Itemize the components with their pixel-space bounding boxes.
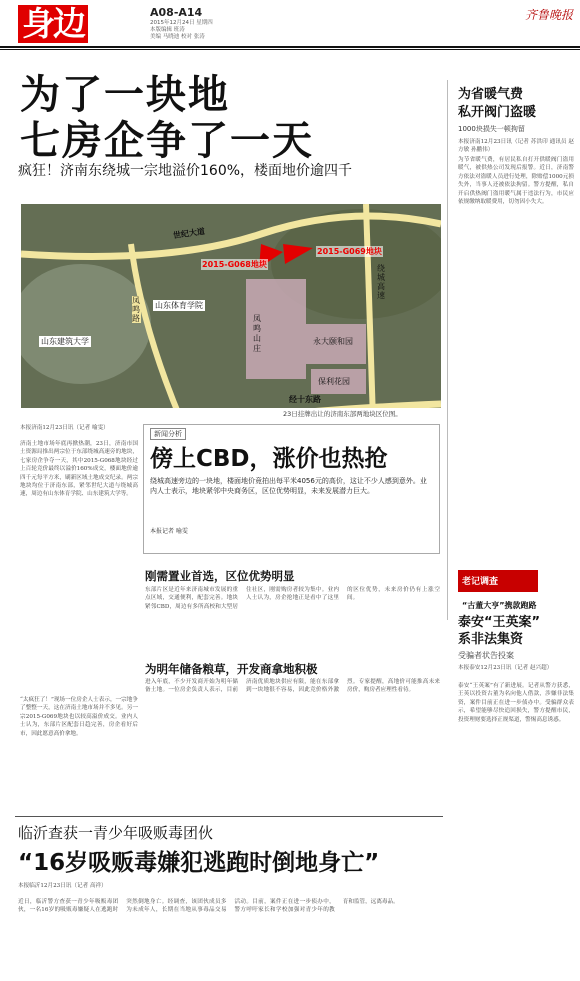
label-road-side: 绕城高速 [377, 264, 385, 300]
label-road-west: 凤鸣路 [132, 296, 140, 323]
heating-headline [458, 86, 573, 122]
masthead-rule [0, 46, 580, 48]
heating-headline-line2: 私开阀门盗暖 [458, 105, 537, 120]
analysis-tag: 新闻分析 [150, 428, 186, 440]
analysis-title: 傍上CBD，涨价也热抢 [150, 446, 388, 472]
issue-designer: 美编 马晓迪 校对 张涛 [150, 34, 205, 40]
bottom-headline: “16岁吸贩毒嫌犯逃跑时倒地身亡” [18, 850, 380, 876]
issue-date: 2015年12月24日 星期四 [150, 20, 213, 26]
label-community-3: 保利花园 [318, 377, 350, 386]
bottom-kicker: 临沂查获一青少年吸贩毒团伙 [18, 824, 214, 842]
bottom-byline: 本报临沂12月23日讯（记者 高祥） [18, 883, 107, 889]
taian-byline: 本报泰安12月23日讯（记者 赵兴超） [458, 665, 553, 671]
map-caption: 23日挂牌出让的济南东部两地块区位图。 [283, 410, 402, 418]
label-community-2: 永大颐和园 [313, 337, 353, 346]
label-road-north: 世纪大道 [172, 226, 206, 241]
lead-headline-line1: 为了一块地 [20, 72, 230, 118]
taian-headline-line1: 泰安“王英案” [458, 615, 541, 630]
lead-byline: 本报济南12月23日讯（记者 喻雯） [20, 425, 109, 431]
label-plot-a: 2015-G068地块 [202, 260, 267, 269]
heating-headline-line1: 为省暖气费 [458, 87, 524, 102]
lead-body-continued: “太疯狂了！”现场一位房企人士表示，一宗地争了整整一天，这在济南土地市场并不多见。另一宗2015-G069地块也以较高溢价成交。业内人士认为，东部片区配套日趋完善，房企看好后市，因此愿意高价拿地。 [20, 697, 138, 737]
column-logo-text: 老记调查 [462, 577, 499, 587]
label-stadium: 山东体育学院 [155, 301, 203, 310]
label-road-east: 经十东路 [289, 395, 321, 404]
lead-body: 济南土地市场年底再掀热潮，23日，济南市国土资源局推出两宗位于东部绕城高速旁的地块，七家房企争夺一天，其中2015-G068地块经过上百轮竞价最终以溢价160%成交，楼面地价逾四千元每平方米，刷新区域土地成交纪录。两宗地块均位于济南东部，紧邻世纪大道与绕城高速，周边有山东体育学院、山东建筑大学等。 [20, 441, 138, 498]
taian-tag: “古董大亨”携款跑路 [462, 601, 537, 610]
bottom-rule [15, 816, 443, 817]
taian-subhead: 受骗者状告投案 [458, 651, 514, 660]
lead-headline-line2: 七房企争了一天 [20, 118, 314, 164]
analysis-author: 本报记者 喻雯 [150, 528, 188, 535]
label-community-1: 凤鸣山庄 [253, 314, 261, 353]
section1-title: 刚需置业首选，区位优势明显 [145, 569, 295, 583]
issue-meta [150, 20, 260, 41]
taian-headline [458, 614, 573, 648]
heating-body: 为节省暖气费，有居民私自打开供暖阀门盗用暖气，被供热公司发现后报警。近日，济南警方依法对盗暖人员进行处理，除赔偿1000元损失外，当事人还被依法拘留。警方提醒，私自开启供热阀门盗用暖气属于违法行为，市民应依规缴纳取暖费用，切勿因小失大。 [458, 157, 574, 206]
heating-byline: 本报济南12月23日讯（记者 苏洪印 通讯员 赵方敏 孙鹏伟） [458, 139, 574, 154]
taian-body: 泰安“王英案”有了新进展。记者从警方获悉，王英以投资古董为名向他人借款，涉嫌非法集资，案件目前正在进一步侦办中。受骗群众表示，希望能够尽快追回损失，警方提醒市民，投资理财要选择正规渠道，警惕高息诱惑。 [458, 683, 574, 723]
section2-title: 为明年储备粮草，开发商拿地积极 [145, 662, 318, 676]
section2-body: 进入年底，不少开发商开始为明年储备土地。一位房企负责人表示，目前济南优质地块供应有限，能在东部拿到一块地很不容易，因此竞价格外激烈。专家提醒，高地价可能推高未来房价，购房者应理性看待。 [145, 679, 440, 694]
label-university: 山东建筑大学 [41, 337, 89, 346]
bottom-body: 近日，临沂警方查获一青少年吸贩毒团伙，一名16岁的吸贩毒嫌疑人在逃跑时突然倒地身亡。经调查，该团伙成员多为未成年人，长期在当地从事毒品交易活动。目前，案件正在进一步侦办中，警方呼吁家长和学校加强对青少年的教育和监管，远离毒品。 [18, 899, 399, 914]
lead-subheadline: 疯狂！济南东绕城一宗地溢价160%，楼面地价逾四千 [18, 163, 353, 179]
masthead-rule-thin [0, 49, 580, 50]
analysis-lead: 绕城高速旁边的一块地，楼面地价竟拍出每平米4056元的高价，这让不少人感到意外。业内人士表示，地块紧邻中央商务区，区位优势明显，未来发展潜力巨大。 [150, 477, 427, 495]
location-map [21, 204, 441, 420]
section1-body: 东部片区是近年来济南城市发展的重点区域，交通便利，配套完善。地块紧邻CBD，周边有多所高校和大型居住社区，刚需购房者较为集中。业内人士认为，房企抢地正是看中了这里的区位优势，未来房价仍有上涨空间。 [145, 587, 440, 610]
map-svg [21, 204, 441, 420]
taian-headline-line2: 系非法集资 [458, 632, 524, 647]
label-plot-b: 2015-G069地块 [317, 247, 382, 256]
paper-name: 齐鲁晚报 [525, 8, 574, 22]
heating-subhead: 1000块损失一顿拘留 [458, 125, 525, 133]
column-divider [447, 80, 448, 620]
issue-editor: 本版编辑 班涛 [150, 27, 185, 33]
lead-headline [20, 72, 314, 164]
section-logo: 身边 [18, 5, 88, 43]
page-range: A08-A14 [150, 6, 203, 19]
